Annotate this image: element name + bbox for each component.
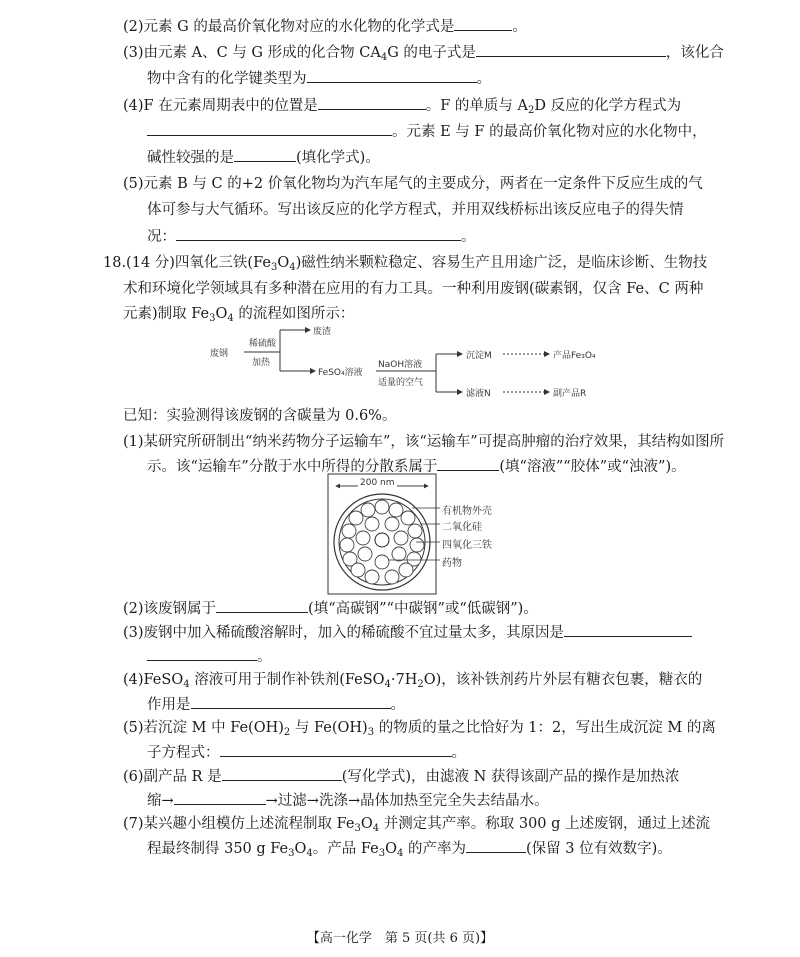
- flow-label-residue: 废渣: [313, 327, 332, 337]
- answer-blank[interactable]: [191, 694, 391, 709]
- known-info: 已知：实验测得该废钢的含碳量为 0.6%。: [123, 408, 397, 424]
- subquestion-3-line-2: 。: [147, 646, 272, 667]
- answer-blank[interactable]: [466, 838, 526, 853]
- subquestion-6-line-2: 缩→ →过滤→洗涤→晶体加热至完全失去结晶水。: [147, 790, 549, 811]
- flow-label-naoh: NaOH溶液: [378, 360, 423, 370]
- subquestion-1-line-2: 示。该“运输车”分散于水中所得的分散系属于 (填“溶液”“胶体”或“浊液”)。: [147, 456, 686, 477]
- answer-blank[interactable]: [220, 742, 452, 757]
- nano-carrier-diagram: [328, 474, 440, 594]
- question-4-line-2: 。元素 E 与 F 的最高价氧化物对应的水化物中，: [147, 121, 707, 142]
- answer-blank[interactable]: [564, 622, 692, 637]
- diagram-label-drug: 药物: [442, 558, 462, 569]
- flow-label-air: 适量的空气: [378, 378, 424, 388]
- answer-blank[interactable]: [174, 790, 266, 805]
- drug-core: [375, 533, 389, 547]
- subquestion-5-line-1: (5)若沉淀 M 中 $Fe(OH)_2$ 与 $Fe(OH)_3$ 的物质的量之比恰好为 1：2，写出生成沉淀 M 的离: [123, 720, 716, 738]
- answer-blank[interactable]: [147, 646, 257, 661]
- question-2-line: (2)元素 G 的最高价氧化物对应的水化物的化学式是 。: [123, 16, 527, 37]
- subquestion-6-line-1: (6)副产品 R 是 (写化学式)，由滤液 N 获得该副产品的操作是加热浓: [123, 766, 679, 787]
- flow-label-precipitate: 沉淀M: [466, 351, 492, 361]
- question-18-line-2: 术和环境化学领域具有多种潜在应用的有力工具。一种利用废钢(碳素钢，仅含 Fe、C 两种: [123, 281, 704, 297]
- flow-label-product: 产品Fe₃O₄: [553, 351, 596, 361]
- answer-blank[interactable]: [222, 766, 342, 781]
- subquestion-7-line-1: (7)某兴趣小组模仿上述流程制取 $Fe_3O_4$ 并测定其产率。称取 300 g 上述废钢，通过上述流: [123, 816, 711, 834]
- flow-label-filtrate: 滤液N: [466, 389, 491, 399]
- question-5-line-3: 况： 。: [147, 226, 476, 247]
- question-5-line-1: (5)元素 B 与 C 的+2 价氧化物均为汽车尾气的主要成分，两者在一定条件下反应生成的气: [123, 176, 703, 192]
- subquestion-2-line: (2)该废钢属于 (填“高碳钢”“中碳钢”或“低碳钢”)。: [123, 598, 538, 619]
- subquestion-5-line-2: 子方程式： 。: [147, 742, 466, 763]
- page-footer: 【高一化学 第 5 页(共 6 页)】: [306, 931, 494, 946]
- flow-label-heat: 加热: [252, 358, 271, 368]
- question-4-line-1: (4)F 在元素周期表中的位置是 。F 的单质与 $A_2D$ 反应的化学方程式为: [123, 95, 681, 116]
- diagram-label-shell: 有机物外壳: [442, 506, 492, 517]
- answer-blank[interactable]: [216, 598, 308, 613]
- diagram-width-label: 200 nm: [360, 478, 395, 488]
- flow-label-feso4: FeSO₄溶液: [318, 368, 363, 378]
- flow-label-acid: 稀硫酸: [249, 339, 277, 349]
- subquestion-1-line-1: (1)某研究所研制出“纳米药物分子运输车”，该“运输车”可提高肿瘤的治疗效果，其结构如图所: [123, 434, 725, 450]
- question-3-line-1: (3)由元素 A、C 与 G 形成的化合物 $CA_4G$ 的电子式是 ，该化合: [123, 42, 724, 63]
- subquestion-4-line-1: (4)FeSO$_4$ 溶液可用于制作补铁剂$(FeSO_4\cdot 7H_2O)$，该补铁剂药片外层有糖衣包裹，糖衣的: [123, 672, 703, 690]
- question-4-line-3: 碱性较强的是 (填化学式)。: [147, 147, 380, 168]
- flow-label-scrap: 废钢: [210, 349, 229, 359]
- answer-blank[interactable]: [437, 456, 499, 471]
- question-3-line-2: 物中含有的化学键类型为 。: [147, 68, 491, 89]
- subquestion-7-line-2: 程最终制得 350 g $Fe_3O_4$。产品 $Fe_3O_4$ 的产率为 (保留 3 位有效数字)。: [147, 838, 672, 859]
- question-5-line-2: 体可参与大气循环。写出该反应的化学方程式，并用双线桥标出该反应电子的得失情: [147, 202, 684, 218]
- subquestion-3-line-1: (3)废钢中加入稀硫酸溶解时，加入的稀硫酸不宜过量太多，其原因是: [123, 622, 692, 643]
- question-18-line-3: 元素)制取 $Fe_3O_4$ 的流程如图所示：: [123, 306, 355, 324]
- diagram-label-fe3o4: 四氧化三铁: [442, 540, 492, 551]
- subquestion-4-line-2: 作用是 。: [147, 694, 405, 715]
- diagram-label-silica: 二氧化硅: [442, 522, 482, 533]
- flow-label-byproduct: 副产品R: [553, 389, 587, 399]
- question-18-line-1: 18.(14 分)四氧化三铁$(Fe_3O_4)$磁性纳米颗粒稳定、容易生产且用途广泛，是临床诊断、生物技: [103, 255, 708, 273]
